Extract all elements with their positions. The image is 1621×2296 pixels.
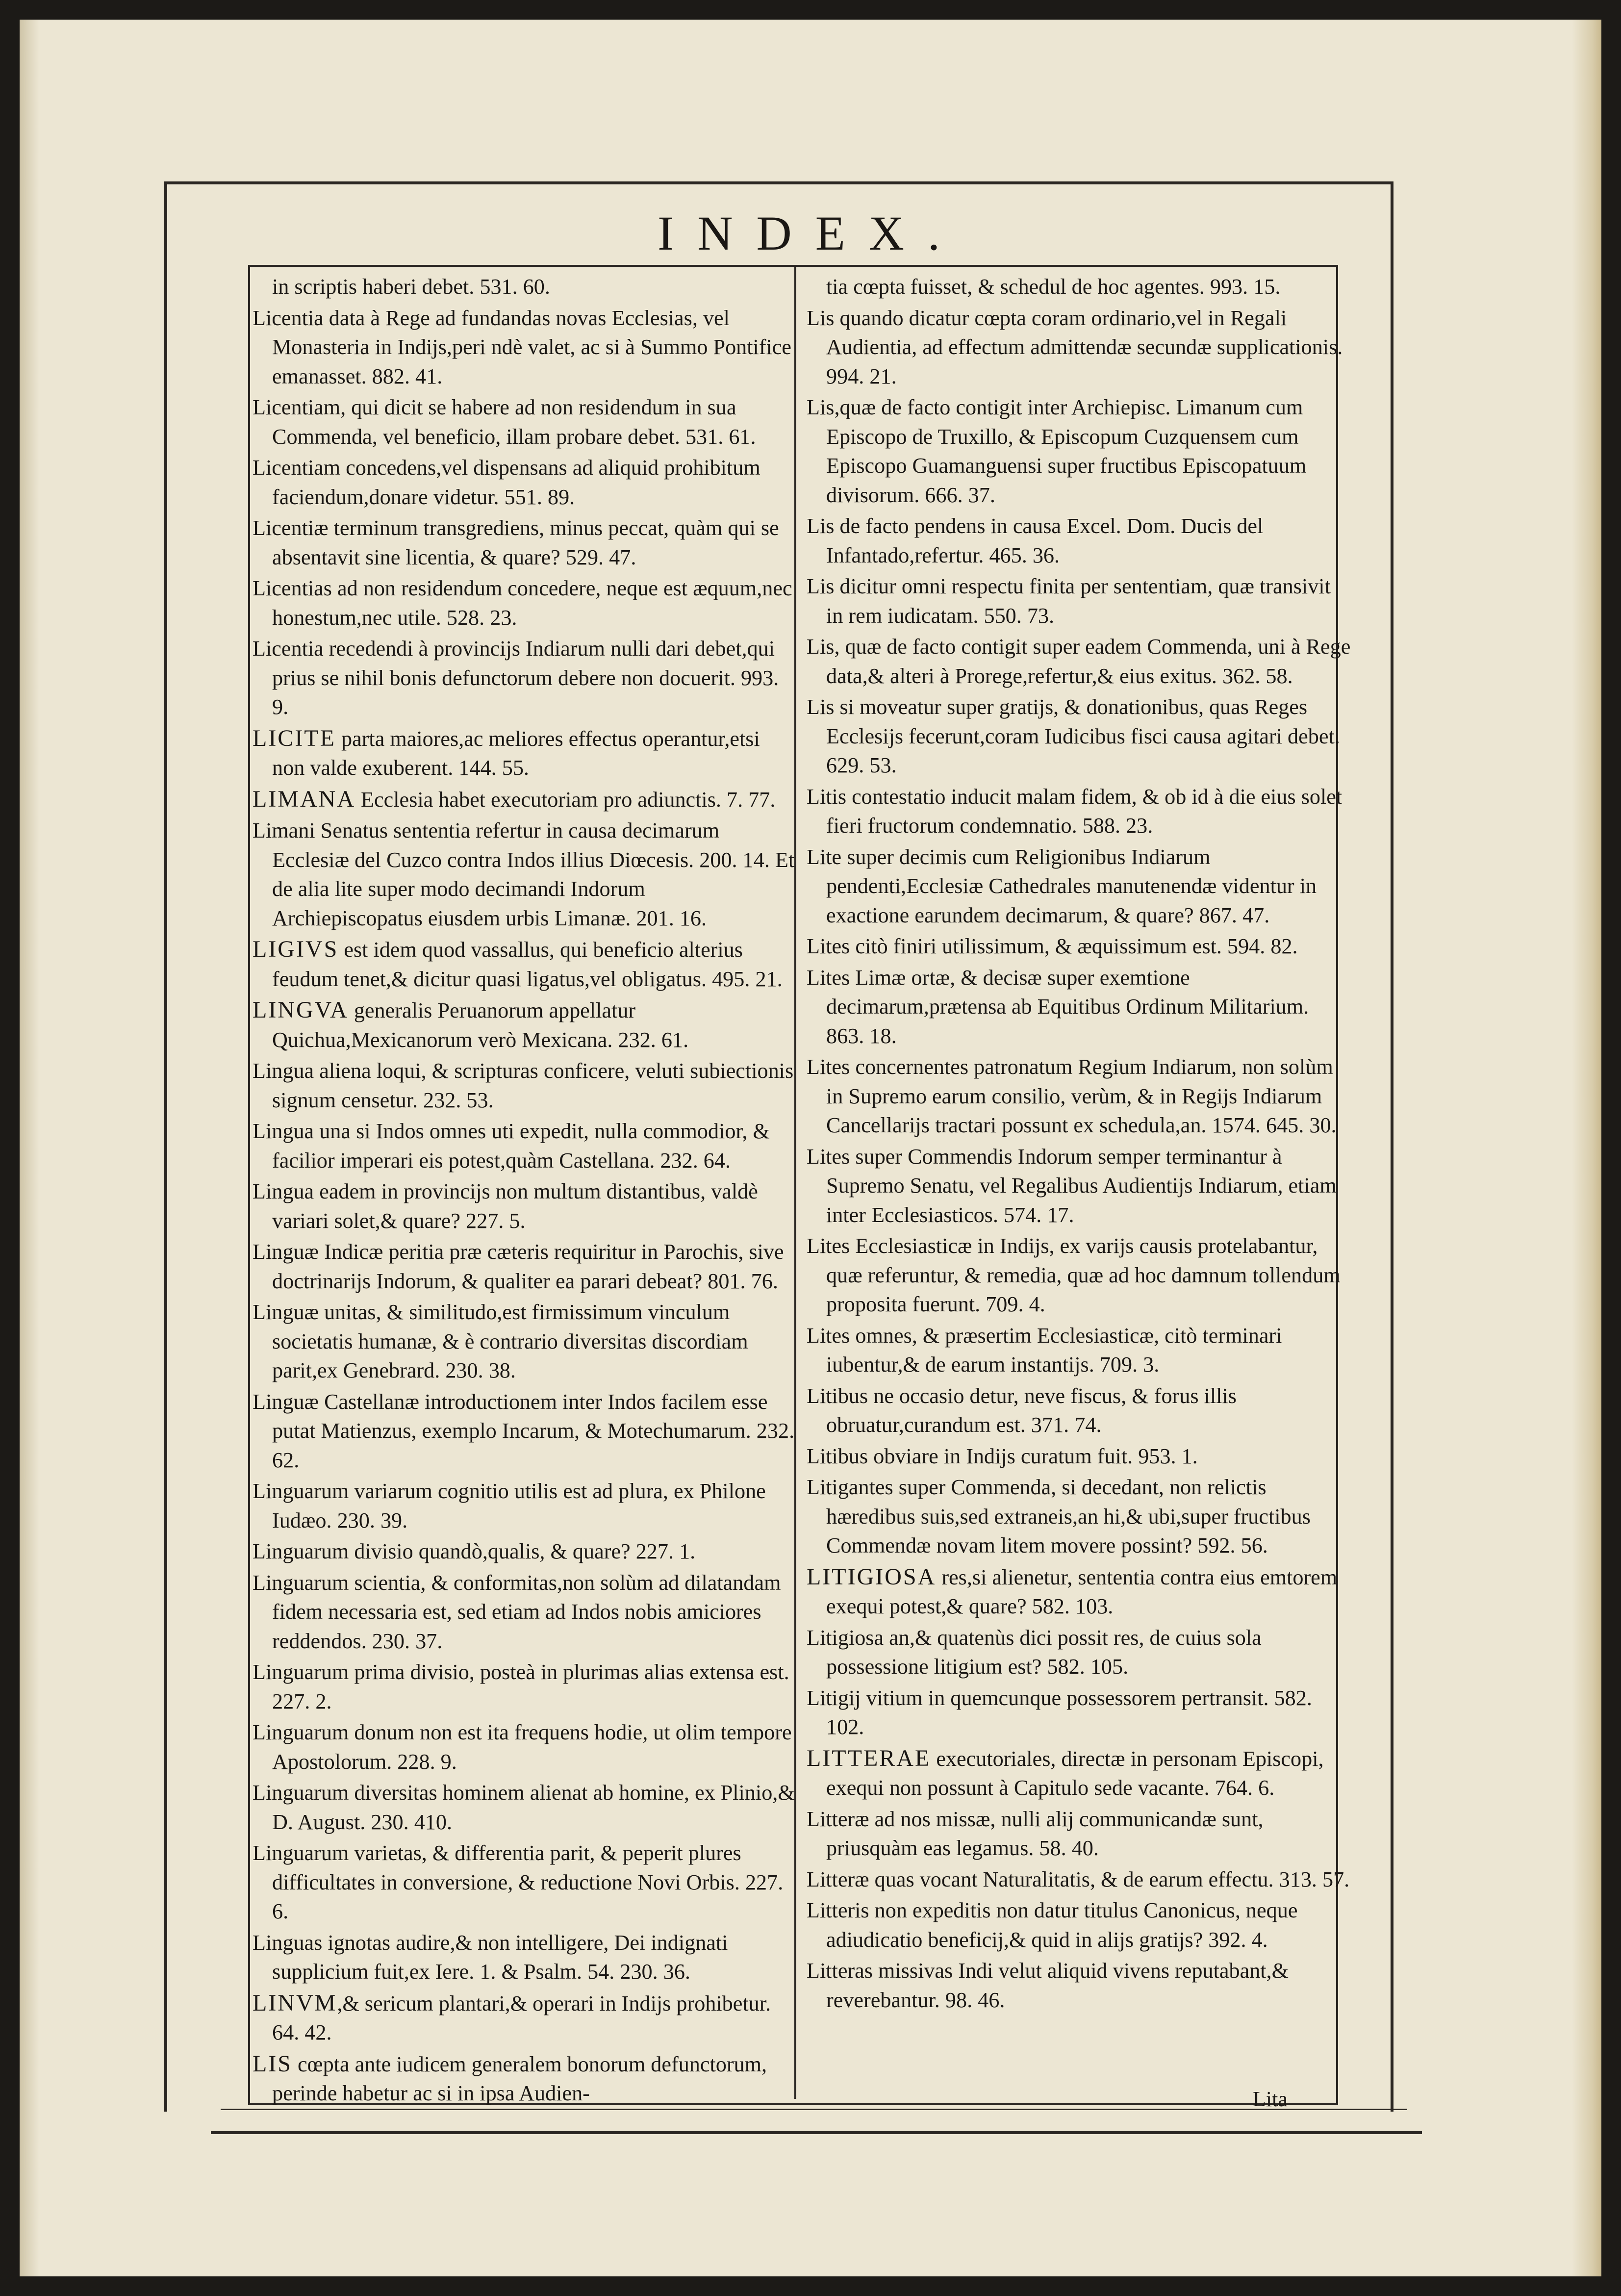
index-entry [253, 1537, 797, 1566]
index-entry [253, 935, 797, 994]
entry-text: Lingua eadem in provincijs non multum distantibus, valdè variari solet,& quare? 227. 5. [253, 1179, 758, 1233]
entry-text: Licentiam concedens,vel dispensans ad aliquid prohibitum faciendum,donare videtur. 551. 89. [253, 456, 760, 509]
index-entry [807, 1231, 1351, 1319]
index-entry [253, 1298, 797, 1385]
entry-text: Linguarum variarum cognitio utilis est ad plura, ex Philone Iudæo. 230. 39. [253, 1479, 766, 1532]
index-entry [807, 1896, 1351, 1954]
entry-text: res,si alienetur, sententia contra eius emtorem exequi potest,& quare? 582. 103. [826, 1565, 1338, 1618]
entry-text: Ecclesia habet executoriam pro adiunctis. 7. 77. [355, 787, 776, 812]
entry-text: Litteræ quas vocant Naturalitatis, & de earum effectu. 313. 57. [807, 1867, 1350, 1891]
index-entry [807, 1956, 1351, 2015]
left-column [253, 272, 797, 2110]
entry-text: tia cœpta fuisset, & schedul de hoc agentes. 993. 15. [826, 275, 1281, 299]
entry-text: Litigij vitium in quemcunque possessorem pertransit. 582. 102. [807, 1685, 1312, 1739]
index-entry [253, 1056, 797, 1115]
index-entry [253, 724, 797, 783]
entry-text: Licentia data à Rege ad fundandas novas Ecclesias, vel Monasteria in Indijs,peri ndè valet, ac si à Summo Pontifice emanasset. 882. 41. [253, 306, 792, 388]
entry-text: Litteris non expeditis non datur titulus Canonicus, neque adiudicatio beneficij,& quid in alijs gratijs? 392. 4. [807, 1898, 1298, 1952]
entry-text: Linguas ignotas audire,& non intelligere, Dei indignati supplicium fuit,ex Iere. 1. & Psalm. 54. 230. 36. [253, 1930, 728, 1984]
bottom-rule [221, 2109, 1407, 2110]
index-entry [253, 1838, 797, 1926]
index-entry [253, 2049, 797, 2108]
index-entry [807, 1142, 1351, 1230]
index-entry [807, 963, 1351, 1051]
index-entry [807, 304, 1351, 391]
entry-text: executoriales, directæ in personam Episcopi, exequi non possunt à Capitulo sede vacante. 764. 6. [826, 1746, 1324, 1800]
entry-text: Licentia recedendi à provincijs Indiarum nulli dari debet,qui prius se nihil bonis defunctorum debere non docuerit. 993. 9. [253, 637, 779, 719]
index-entry [253, 1658, 797, 1716]
entry-text: Lites super Commendis Indorum semper terminantur à Supremo Senatu, vel Regalibus Audientijs Indiarum, etiam inter Ecclesiasticos. 574. 17. [807, 1144, 1337, 1227]
catchword: Lita [1253, 2087, 1288, 2111]
entry-text: Lites concernentes patronatum Regium Indiarum, non solùm in Supremo earum consilio, verùm, & in Regijs Indiarum Cancellarijs tractari possunt ex schedula,an. 1574. 645. 30. [807, 1055, 1337, 1137]
entry-text: Licentiæ terminum transgrediens, minus peccat, quàm qui se absentavit sine licentia, & quare? 529. 47. [253, 516, 779, 569]
entry-text: Limani Senatus sententia refertur in causa decimarum Ecclesiæ del Cuzco contra Indos illius Diœcesis. 200. 14. Et de alia lite super modo decimandi Indorum Archiepiscopatus eiusdem urbis Limanæ. 201. 16. [253, 818, 795, 930]
entry-text: Litis contestatio inducit malam fidem, & ob id à die eius solet fieri fructorum condemnatio. 588. 23. [807, 784, 1342, 838]
entry-text: parta maiores,ac meliores effectus operantur,etsi non valde exuberent. 144. 55. [272, 726, 760, 780]
index-entry [807, 1865, 1351, 1894]
index-entry [253, 513, 797, 572]
index-entry [807, 1473, 1351, 1560]
entry-text: Linguarum varietas, & differentia parit, & peperit plures difficultates in conversione, & reductione Novi Orbis. 227. 6. [253, 1841, 784, 1923]
entry-text: Lis quando dicatur cœpta coram ordinario,vel in Regali Audientia, ad effectum admittendæ secundæ supplicationis. 994. 21. [807, 306, 1343, 388]
entry-text: generalis Peruanorum appellatur Quichua,Mexicanorum verò Mexicana. 232. 61. [272, 998, 689, 1052]
entry-text: Linguæ Castellanæ introductionem inter Indos facilem esse putat Matienzus, exemplo Incarum, & Motechumarum. 232. 62. [253, 1389, 795, 1472]
index-entry [253, 1989, 797, 2047]
entry-text: Linguarum scientia, & conformitas,non solùm ad dilatandam fidem necessaria est, sed etiam ad Indos nobis amiciores reddendos. 230. 37. [253, 1570, 781, 1653]
entry-text: Lingua aliena loqui, & scripturas conficere, veluti subiectionis signum censetur. 232. 53. [253, 1059, 794, 1112]
entry-text: Linguæ unitas, & similitudo,est firmissimum vinculum societatis humanæ, & è contrario diversitas discordiam parit,ex Genebrard. 230. 38. [253, 1300, 748, 1382]
index-entry [807, 393, 1351, 510]
entry-text: ,& sericum plantari,& operari in Indijs prohibetur. 64. 42. [272, 1991, 771, 2044]
index-entry [807, 1381, 1351, 1440]
index-entry [807, 511, 1351, 570]
index-entry [253, 1568, 797, 1656]
entry-text: Litteras missivas Indi velut aliquid vivens reputabant,& reverebantur. 98. 46. [807, 1959, 1289, 2012]
entry-text: Lites Ecclesiasticæ in Indijs, ex varijs causis protelabantur, quæ referuntur, & remedia, quæ ad hoc damnum tollendum proposita fuerunt. 709. 4. [807, 1234, 1341, 1316]
index-entry [807, 1744, 1351, 1803]
index-entry [253, 272, 797, 302]
index-entry [807, 842, 1351, 930]
entry-text: Linguarum prima divisio, posteà in plurimas alias extensa est. 227. 2. [253, 1660, 789, 1713]
index-entry [253, 1237, 797, 1296]
index-entry [807, 1562, 1351, 1621]
index-entry [807, 632, 1351, 690]
entry-text: Linguarum divisio quandò,qualis, & quare? 227. 1. [253, 1539, 696, 1563]
index-entry [253, 393, 797, 451]
entry-keyword: LITTERAE [807, 1745, 931, 1771]
entry-text: Linguæ Indicæ peritia præ cæteris requiritur in Parochis, sive doctrinarijs Indorum, & qualiter ea parari debeat? 801. 76. [253, 1240, 784, 1293]
index-entry [253, 634, 797, 722]
entry-text: Litigantes super Commenda, si decedant, non relictis hæredibus suis,sed extraneis,an hi,& ubi,super fructibus Commendæ novam litem movere possint? 592. 56. [807, 1475, 1311, 1557]
entry-text: Lis,quæ de facto contigit inter Archiepisc. Limanum cum Episcopo de Truxillo, & Episcopum Cuzquensem cum Episcopo Guamanguensi super fructibus Episcopatuum divisorum. 666. 37. [807, 395, 1307, 507]
right-column [807, 272, 1351, 2016]
entry-text: in scriptis haberi debet. 531. 60. [272, 275, 550, 299]
index-entry [253, 1928, 797, 1987]
entry-keyword: LIGIVS [253, 936, 339, 962]
page-heading: INDEX. [657, 206, 964, 260]
entry-text: Lites Limæ ortæ, & decisæ super exemtione decimarum,prætensa ab Equitibus Ordinum Militarium. 863. 18. [807, 965, 1309, 1048]
index-entry [807, 932, 1351, 961]
entry-text: Litteræ ad nos missæ, nulli alij communicandæ sunt, priusquàm eas legamus. 58. 40. [807, 1807, 1264, 1860]
index-entry [253, 1387, 797, 1475]
index-entry [807, 1684, 1351, 1742]
index-entry [807, 272, 1351, 302]
footer-rule [211, 2131, 1422, 2134]
entry-text: Lis, quæ de facto contigit super eadem Commenda, uni à Rege data,& alteri à Prorege,refertur,& eius exitus. 362. 58. [807, 635, 1351, 688]
entry-keyword: LIS [253, 2050, 292, 2077]
entry-keyword: LIMANA [253, 786, 355, 812]
index-entry [807, 1805, 1351, 1863]
index-entry [807, 692, 1351, 780]
index-entry [253, 1778, 797, 1837]
entry-keyword: LICITE [253, 725, 336, 751]
index-entry [253, 304, 797, 391]
index-entry [253, 785, 797, 815]
entry-text: Linguarum diversitas hominem alienat ab homine, ex Plinio,& D. August. 230. 410. [253, 1781, 795, 1834]
entry-text: Lingua una si Indos omnes uti expedit, nulla commodior, & facilior imperari eis potest,quàm Castellana. 232. 64. [253, 1119, 770, 1173]
entry-keyword: LITIGIOSA [807, 1563, 937, 1590]
entry-text: Lites omnes, & præsertim Ecclesiasticæ, citò terminari iubentur,& de earum instantijs. 709. 3. [807, 1323, 1282, 1377]
index-entry [807, 1442, 1351, 1471]
entry-text: Lis dicitur omni respectu finita per sententiam, quæ transivit in rem iudicatam. 550. 73. [807, 574, 1331, 628]
index-entry [253, 1718, 797, 1776]
entry-text: Lite super decimis cum Religionibus Indiarum pendenti,Ecclesiæ Cathedrales manutenendæ videntur in exactione earundem decimarum, & quare? 867. 47. [807, 844, 1317, 927]
index-entry [807, 1052, 1351, 1140]
entry-text: Lis si moveatur super gratijs, & donationibus, quas Reges Ecclesijs fecerunt,coram Iudicibus fisci causa agitari debet. 629. 53. [807, 695, 1340, 777]
index-entry [807, 572, 1351, 630]
index-entry [253, 1177, 797, 1235]
entry-text: Licentias ad non residendum concedere, neque est æquum,nec honestum,nec utile. 528. 23. [253, 576, 792, 630]
index-entry [807, 1623, 1351, 1682]
entry-text: Litigiosa an,& quatenùs dici possit res, de cuius sola possessione litigium est? 582. 105. [807, 1625, 1262, 1679]
entry-text: est idem quod vassallus, qui beneficio alterius feudum tenet,& dicitur quasi ligatus,vel obligatus. 495. 21. [272, 938, 783, 991]
index-entry [253, 1117, 797, 1175]
index-entry [253, 574, 797, 632]
entry-text: Litibus obviare in Indijs curatum fuit. 953. 1. [807, 1444, 1198, 1468]
index-entry [253, 995, 797, 1054]
index-entry [253, 453, 797, 511]
index-entry [807, 1321, 1351, 1379]
entry-text: Lis de facto pendens in causa Excel. Dom. Ducis del Infantado,refertur. 465. 36. [807, 514, 1264, 567]
entry-text: Linguarum donum non est ita frequens hodie, ut olim tempore Apostolorum. 228. 9. [253, 1720, 792, 1774]
index-entry [253, 1477, 797, 1535]
entry-keyword: LINVM [253, 1990, 337, 2016]
entry-text: Licentiam, qui dicit se habere ad non residendum in sua Commenda, vel beneficio, illam probare debet. 531. 61. [253, 395, 756, 449]
entry-keyword: LINGVA [253, 997, 349, 1023]
entry-text: Lites citò finiri utilissimum, & æquissimum est. 594. 82. [807, 934, 1298, 958]
index-entry [807, 782, 1351, 841]
entry-text: cœpta ante iudicem generalem bonorum defunctorum, perinde habetur ac si in ipsa Audien- [272, 2052, 767, 2105]
entry-text: Litibus ne occasio detur, neve fiscus, & forus illis obruatur,curandum est. 371. 74. [807, 1383, 1237, 1437]
index-entry [253, 816, 797, 933]
